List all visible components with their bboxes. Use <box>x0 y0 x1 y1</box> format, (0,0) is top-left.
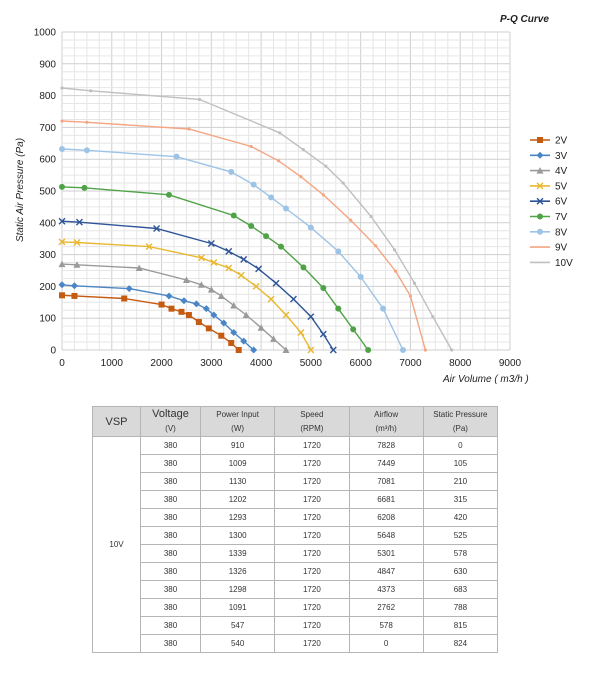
table-cell: 1720 <box>275 545 349 563</box>
data-point-2V <box>218 333 224 339</box>
table-cell: 1339 <box>201 545 275 563</box>
y-tick-label: 1000 <box>33 27 56 39</box>
table-cell: 1720 <box>275 617 349 635</box>
table-cell: 0 <box>349 635 423 653</box>
table-cell: 315 <box>423 491 497 509</box>
legend-label: 8V <box>555 227 568 239</box>
table-cell: 2762 <box>349 599 423 617</box>
table-cell: 6681 <box>349 491 423 509</box>
table-cell: 547 <box>201 617 275 635</box>
data-point-7V <box>335 306 341 312</box>
table-cell: 380 <box>141 581 201 599</box>
data-point-9V <box>299 175 302 178</box>
table-cell: 7828 <box>349 437 423 455</box>
table-cell: 1300 <box>201 527 275 545</box>
y-tick-label: 100 <box>39 313 56 325</box>
table-cell: 1720 <box>275 635 349 653</box>
data-point-6V <box>290 296 296 302</box>
table-cell: 1720 <box>275 527 349 545</box>
table-cell: 1091 <box>201 599 275 617</box>
table-cell: 105 <box>423 455 497 473</box>
legend-marker <box>537 137 543 143</box>
table-cell: 5648 <box>349 527 423 545</box>
table-cell: 380 <box>141 473 201 491</box>
table-row <box>93 635 498 653</box>
data-point-9V <box>394 270 397 273</box>
legend-label: 10V <box>555 257 573 269</box>
data-point-6V <box>241 256 247 262</box>
header-vsp-label: VSP <box>105 415 128 428</box>
table-cell: 1720 <box>275 599 349 617</box>
header-voltage <box>141 407 201 437</box>
table-row <box>93 545 498 563</box>
y-tick-label: 400 <box>39 218 56 230</box>
data-point-2V <box>178 309 184 315</box>
data-point-8V <box>251 182 257 188</box>
data-point-10V <box>431 315 434 318</box>
y-tick-label: 0 <box>50 345 56 357</box>
legend-item-10V <box>530 258 573 269</box>
legend-item-7V <box>530 212 568 223</box>
header-power <box>201 407 275 437</box>
table-row <box>93 491 498 509</box>
data-point-10V <box>60 86 63 89</box>
data-point-7V <box>231 212 237 218</box>
table-cell: 1009 <box>201 455 275 473</box>
table-cell: 788 <box>423 599 497 617</box>
table-cell: 380 <box>141 635 201 653</box>
header-pressure <box>423 407 497 437</box>
series-3V <box>59 281 258 353</box>
x-tick-label: 9000 <box>498 358 522 369</box>
legend-label: 9V <box>555 242 568 254</box>
series-line-6V <box>62 221 333 350</box>
table-row <box>93 527 498 545</box>
table-cell: 7449 <box>349 455 423 473</box>
data-point-10V <box>342 181 345 184</box>
table-cell: 1130 <box>201 473 275 491</box>
header-voltage-unit: (V) <box>165 424 176 433</box>
data-point-10V <box>369 215 372 218</box>
y-tick-label: 800 <box>39 91 56 103</box>
table-cell: 1720 <box>275 437 349 455</box>
data-point-2V <box>121 295 127 301</box>
legend-item-6V <box>530 197 568 208</box>
data-point-9V <box>409 294 412 297</box>
vsp-cell: 10V <box>93 437 141 653</box>
x-tick-label: 8000 <box>449 358 472 369</box>
table-row <box>93 617 498 635</box>
data-point-2V <box>236 347 242 353</box>
header-speed-unit: (RPM) <box>300 423 324 433</box>
data-point-8V <box>358 274 364 280</box>
data-point-8V <box>380 306 386 312</box>
data-point-10V <box>89 89 92 92</box>
data-point-2V <box>71 293 77 299</box>
table-cell: 380 <box>141 509 201 527</box>
table-row <box>93 599 498 617</box>
y-tick-label: 700 <box>39 122 56 134</box>
table-cell: 630 <box>423 563 497 581</box>
data-point-9V <box>349 219 352 222</box>
table-body <box>93 437 498 653</box>
data-point-2V <box>206 325 212 331</box>
data-point-2V <box>228 340 234 346</box>
y-tick-label: 600 <box>39 154 56 166</box>
table-row <box>93 455 498 473</box>
data-point-4V <box>208 286 215 293</box>
table-cell: 1202 <box>201 491 275 509</box>
header-speed-label: Speed <box>300 409 324 419</box>
data-point-8V <box>173 154 179 160</box>
x-tick-label: 7000 <box>399 358 422 369</box>
data-point-9V <box>250 145 253 148</box>
data-point-9V <box>187 127 190 130</box>
table-cell: 380 <box>141 491 201 509</box>
series-layer <box>59 86 454 353</box>
series-line-9V <box>62 121 425 350</box>
data-point-6V <box>226 248 232 254</box>
table-cell: 1720 <box>275 509 349 527</box>
table-cell: 0 <box>423 437 497 455</box>
data-point-10V <box>413 282 416 285</box>
table-cell: 1720 <box>275 473 349 491</box>
data-point-9V <box>424 348 427 351</box>
header-airflow-label: Airflow <box>374 409 399 419</box>
legend-item-4V <box>530 166 568 177</box>
table-row <box>93 473 498 491</box>
chart-title: P-Q Curve <box>500 14 549 25</box>
data-point-3V <box>59 281 66 288</box>
table-cell: 683 <box>423 581 497 599</box>
legend-label: 6V <box>555 196 568 208</box>
header-airflow <box>349 407 423 437</box>
table-cell: 5301 <box>349 545 423 563</box>
table-cell: 1720 <box>275 581 349 599</box>
data-point-2V <box>169 306 175 312</box>
table-row <box>93 437 498 455</box>
data-point-3V <box>71 282 78 289</box>
table-cell: 7081 <box>349 473 423 491</box>
data-point-5V <box>238 272 244 278</box>
series-10V <box>60 86 453 351</box>
data-point-7V <box>59 184 65 190</box>
data-point-3V <box>166 292 173 299</box>
table-cell: 380 <box>141 527 201 545</box>
data-point-10V <box>198 98 201 101</box>
data-point-9V <box>85 121 88 124</box>
header-speed <box>275 407 349 437</box>
header-power-unit: (W) <box>231 423 245 433</box>
legend-item-5V <box>530 181 568 192</box>
data-point-8V <box>283 205 289 211</box>
data-point-8V <box>400 347 406 353</box>
table-cell: 1326 <box>201 563 275 581</box>
table-cell: 525 <box>423 527 497 545</box>
table-cell: 1720 <box>275 455 349 473</box>
data-point-2V <box>59 292 65 298</box>
x-tick-label: 3000 <box>200 358 223 369</box>
data-point-8V <box>228 169 234 175</box>
x-tick-label: 5000 <box>299 358 323 369</box>
data-point-8V <box>84 147 90 153</box>
table-row <box>93 581 498 599</box>
series-line-7V <box>62 187 368 350</box>
table-cell: 1720 <box>275 563 349 581</box>
legend-label: 2V <box>555 135 568 147</box>
table-cell: 380 <box>141 563 201 581</box>
table-cell: 910 <box>201 437 275 455</box>
table-row <box>93 563 498 581</box>
series-7V <box>59 184 371 353</box>
table-cell: 380 <box>141 545 201 563</box>
legend-item-3V <box>530 151 568 162</box>
header-pressure-label: Static Pressure <box>433 409 488 419</box>
table-cell: 578 <box>349 617 423 635</box>
series-8V <box>59 146 406 353</box>
x-tick-label: 1000 <box>100 358 123 369</box>
table-cell: 1293 <box>201 509 275 527</box>
data-point-2V <box>159 302 165 308</box>
data-point-10V <box>324 165 327 168</box>
header-airflow-unit: (m³/h) <box>375 423 397 433</box>
table-cell: 380 <box>141 437 201 455</box>
legend-item-8V <box>530 227 568 238</box>
table-cell: 4373 <box>349 581 423 599</box>
y-tick-label: 300 <box>39 250 56 262</box>
legend-label: 7V <box>555 212 568 223</box>
performance-table <box>92 406 498 653</box>
table-cell: 1720 <box>275 491 349 509</box>
data-point-9V <box>374 244 377 247</box>
data-point-8V <box>268 194 274 200</box>
table-cell: 380 <box>141 617 201 635</box>
table-cell: 380 <box>141 599 201 617</box>
legend-label: 5V <box>555 181 568 193</box>
data-point-9V <box>322 193 325 196</box>
data-point-2V <box>186 312 192 318</box>
data-point-10V <box>393 248 396 251</box>
data-point-7V <box>365 347 371 353</box>
data-point-7V <box>248 223 254 229</box>
legend-label: 4V <box>555 166 568 178</box>
table-row <box>93 509 498 527</box>
table-cell: 815 <box>423 617 497 635</box>
data-point-7V <box>320 285 326 291</box>
table-cell: 420 <box>423 509 497 527</box>
table-header-row <box>93 407 498 437</box>
legend-marker <box>537 152 544 159</box>
legend-marker <box>537 229 543 235</box>
data-point-7V <box>263 233 269 239</box>
table-cell: 578 <box>423 545 497 563</box>
table-cell: 380 <box>141 455 201 473</box>
x-tick-label: 6000 <box>349 358 372 369</box>
table-cell: 824 <box>423 635 497 653</box>
data-point-8V <box>335 248 341 254</box>
y-tick-label: 200 <box>39 281 56 293</box>
table-cell: 1298 <box>201 581 275 599</box>
header-pressure-unit: (Pa) <box>452 423 468 433</box>
data-point-10V <box>450 348 453 351</box>
table-cell: 4847 <box>349 563 423 581</box>
data-point-7V <box>166 192 172 198</box>
legend-label: 3V <box>555 150 568 162</box>
legend-marker <box>537 214 543 220</box>
data-point-7V <box>278 244 284 250</box>
data-point-7V <box>300 264 306 270</box>
data-point-10V <box>302 148 305 151</box>
data-point-8V <box>59 146 65 152</box>
legend-item-2V <box>530 136 568 147</box>
table-cell: 6208 <box>349 509 423 527</box>
legend-item-9V <box>530 243 568 254</box>
data-point-10V <box>278 131 281 134</box>
x-axis-label: Air Volume ( m3/h ) <box>443 374 529 385</box>
series-line-8V <box>62 149 403 350</box>
data-point-9V <box>277 159 280 162</box>
y-tick-label: 900 <box>39 59 56 71</box>
y-tick-label: 500 <box>39 186 56 198</box>
table-cell: 540 <box>201 635 275 653</box>
x-tick-label: 2000 <box>150 358 173 369</box>
table-cell: 210 <box>423 473 497 491</box>
data-point-9V <box>60 119 63 122</box>
header-voltage-label: Voltage <box>152 408 189 420</box>
header-power-label: Power Input <box>216 409 259 419</box>
chart-legend <box>530 136 573 269</box>
data-point-2V <box>196 319 202 325</box>
x-tick-label: 4000 <box>249 358 273 369</box>
header-vsp <box>93 407 141 437</box>
data-point-8V <box>308 225 314 231</box>
y-axis-label: Static Air Pressure (Pa) <box>15 137 26 243</box>
data-point-7V <box>81 185 87 191</box>
x-tick-label: 0 <box>59 358 65 369</box>
data-point-7V <box>350 326 356 332</box>
